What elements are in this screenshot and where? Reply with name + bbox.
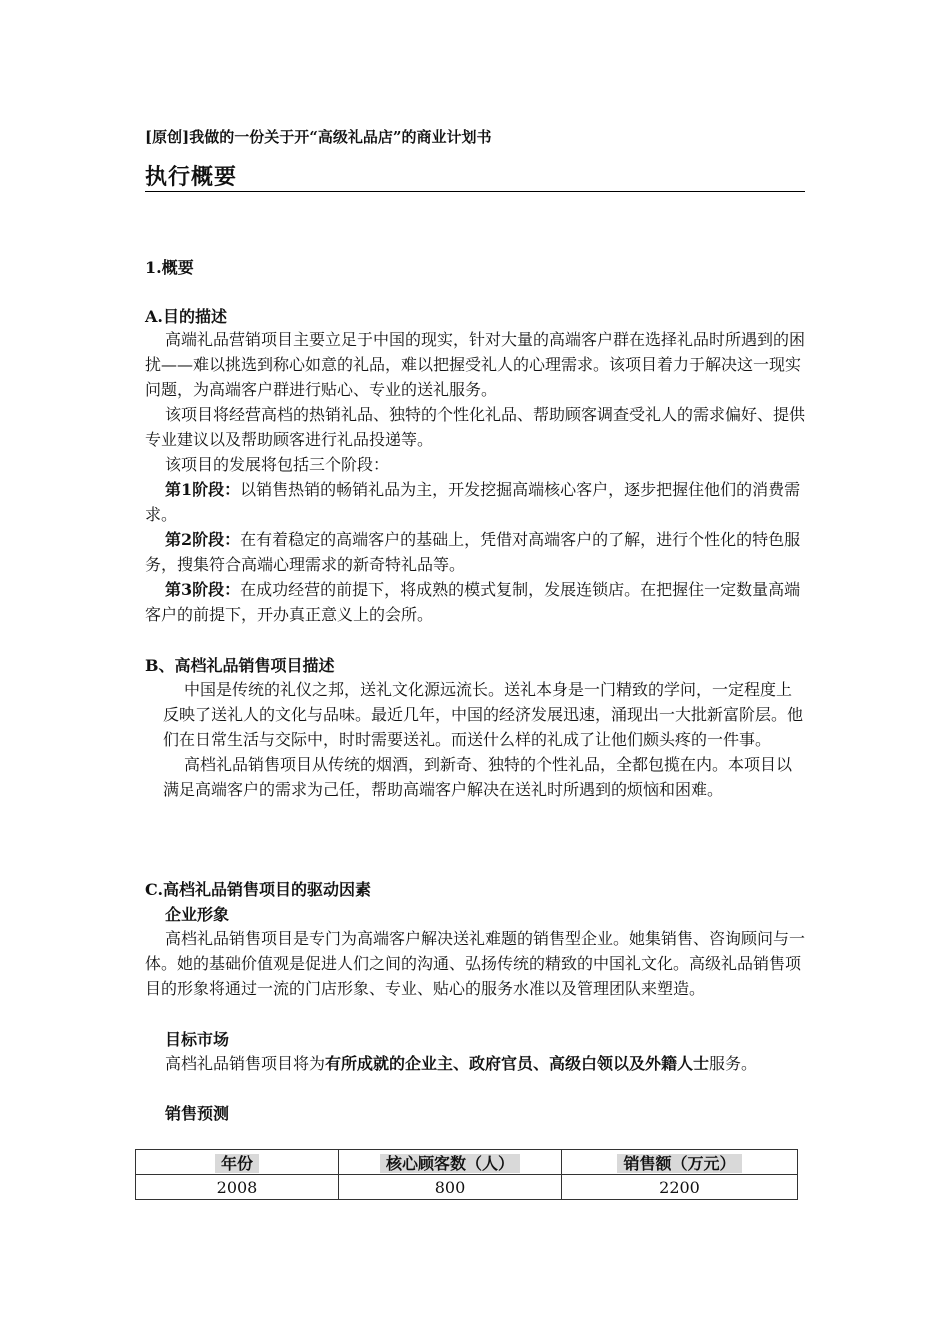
- section-c-body-1: [145, 926, 807, 1001]
- section-a-paragraph-1: 高端礼品营销项目主要立足于中国的现实，针对大量的高端客户群在选择礼品时所遇到的困扰——难以挑选到称心如意的礼品，难以把握受礼人的心理需求。该项目着力于解决这一现实问题，为高端客户群进行贴心、专业的送礼服务。: [145, 330, 806, 399]
- table-header-cell: [136, 1150, 339, 1175]
- stage-2-text: 在有着稳定的高端客户的基础上，凭借对高端客户的了解，进行个性化的特色服务，搜集符合高端心理需求的新奇特礼品等。: [145, 530, 801, 574]
- section-b-body: [163, 677, 807, 802]
- section-a-title: A.目的描述: [145, 307, 227, 326]
- stage-1-label: 第1阶段：: [165, 480, 241, 499]
- section-b-paragraph-2: 高档礼品销售项目从传统的烟酒，到新奇、独特的个性礼品，全都包揽在内。本项目以满足高端客户的需求为己任，帮助高端客户解决在送礼时所遇到的烦恼和困难。: [163, 755, 793, 799]
- section-a-paragraph-3: 该项目的发展将包括三个阶段：: [165, 455, 390, 474]
- corporate-image-paragraph: 高档礼品销售项目是专门为高端客户解决送礼难题的销售型企业。她集销售、咨询顾问与一体。她的基础价值观是促进人们之间的沟通、弘扬传统的精致的中国礼文化。高级礼品销售项目的形象将通过一流的门店形象、专业、贴心的服务水准以及管理团队来塑造。: [145, 929, 806, 998]
- table-header-cell: [339, 1150, 562, 1175]
- target-market-suffix: 服务。: [709, 1054, 758, 1073]
- cell-sales-amount: 2200: [562, 1175, 798, 1200]
- stage-2-paragraph: [145, 527, 807, 577]
- subheading-corporate-image: 企业形象: [165, 905, 230, 924]
- table-header-row: [136, 1150, 798, 1175]
- stage-1-text: 以销售热销的畅销礼品为主，开发挖掘高端核心客户，逐步把握住他们的消费需求。: [145, 480, 801, 524]
- cell-core-customers: 800: [339, 1175, 562, 1200]
- sales-forecast-table: [135, 1149, 798, 1200]
- table-header-cell: [562, 1150, 798, 1175]
- section-c-body-2: [145, 1051, 807, 1076]
- document-top-title: [原创]我做的一份关于开“高级礼品店”的商业计划书: [145, 128, 492, 146]
- target-market-prefix: 高档礼品销售项目将为: [165, 1054, 326, 1073]
- target-market-paragraph: [145, 1051, 807, 1076]
- table-row: [136, 1175, 798, 1200]
- section-1-title: 1.概要: [145, 258, 194, 277]
- header-year: 年份: [215, 1154, 259, 1173]
- section-b-paragraph-1: 中国是传统的礼仪之邦，送礼文化源远流长。送礼本身是一门精致的学问，一定程度上反映了送礼人的文化与品味。最近几年，中国的经济发展迅速，涌现出一大批新富阶层。他们在日常生活与交际中，时时需要送礼。而送什么样的礼成了让他们颇头疼的一件事。: [163, 680, 804, 749]
- section-a-paragraph-2: 该项目将经营高档的热销礼品、独特的个性化礼品、帮助顾客调查受礼人的需求偏好、提供专业建议以及帮助顾客进行礼品投递等。: [145, 405, 806, 449]
- section-b-title: B、高档礼品销售项目描述: [145, 656, 335, 675]
- page-heading: 执行概要: [145, 164, 238, 190]
- heading-underline: [145, 191, 805, 192]
- stage-1-paragraph: [145, 477, 807, 527]
- target-market-highlight: 有所成就的企业主、政府官员、高级白领以及外籍人士: [325, 1054, 710, 1073]
- section-c-title: C.高档礼品销售项目的驱动因素: [145, 880, 372, 899]
- subheading-target-market: 目标市场: [165, 1030, 230, 1049]
- cell-year: 2008: [136, 1175, 339, 1200]
- stage-3-label: 第3阶段：: [165, 580, 241, 599]
- stage-2-label: 第2阶段：: [165, 530, 241, 549]
- stage-3-paragraph: [145, 577, 807, 627]
- header-sales-amount: 销售额（万元）: [617, 1154, 741, 1173]
- header-core-customers: 核心顾客数（人）: [380, 1154, 520, 1173]
- stage-3-text: 在成功经营的前提下，将成熟的模式复制，发展连锁店。在把握住一定数量高端客户的前提下，开办真正意义上的会所。: [145, 580, 801, 624]
- subheading-sales-forecast: 销售预测: [165, 1104, 230, 1123]
- section-a-body: [145, 327, 807, 627]
